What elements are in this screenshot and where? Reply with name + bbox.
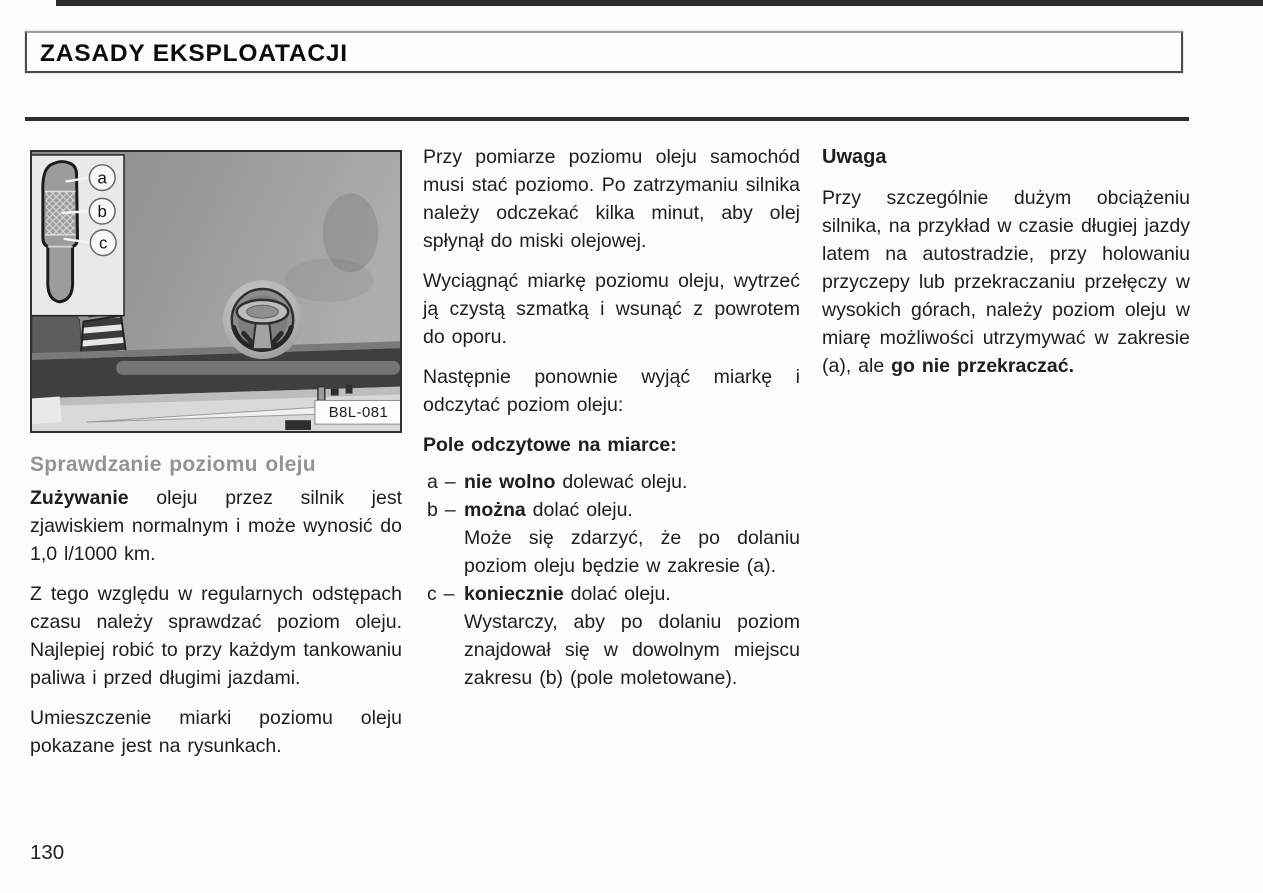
- body-text: dolewać oleju.: [555, 471, 688, 493]
- list-item-text: [464, 580, 800, 608]
- body-text: dolać oleju.: [525, 499, 633, 521]
- paragraph: Następnie ponownie wyjąć miarkę i odczytać poziom oleju:: [423, 366, 800, 416]
- scan-edge-artifact: [56, 0, 1263, 6]
- list-marker: a –: [427, 471, 456, 493]
- callout-a-label: a: [97, 168, 107, 188]
- paragraph: Umieszczenie miarki poziomu oleju pokazane jest na rysunkach.: [30, 707, 402, 757]
- engine-photo-svg: [32, 152, 400, 431]
- engine-compartment-figure: [30, 150, 402, 433]
- bold-text: go nie przekraczać.: [891, 355, 1075, 377]
- list-marker: b –: [427, 499, 456, 521]
- callout-b-label: b: [97, 202, 107, 222]
- dipstick-illustration: [43, 162, 78, 302]
- header-rule: [25, 117, 1189, 121]
- figure-caption: B8L-081: [328, 405, 389, 422]
- list-heading: Pole odczytowe na miarce:: [423, 434, 677, 456]
- callout-c-label: c: [99, 233, 108, 253]
- list-item-b: [423, 496, 800, 580]
- bold-text: nie wolno: [464, 471, 556, 493]
- paragraph: Przy pomiarze poziomu oleju samochód musi stać poziomo. Po zatrzymaniu silnika należy odczekać kilka minut, aby olej spłynął do miski olejowej.: [423, 146, 800, 252]
- paragraph: [822, 184, 1190, 380]
- paragraph: [30, 484, 402, 568]
- page-title: ZASADY EKSPLOATACJI: [40, 40, 348, 67]
- list-item-c: [423, 580, 800, 692]
- oil-filler-cap: [223, 280, 302, 359]
- dipstick-inset: [32, 155, 124, 316]
- list-item-text: [464, 468, 800, 496]
- left-column: [30, 150, 402, 772]
- paragraph: Z tego względu w regularnych odstępach czasu należy sprawdzać poziom oleju. Najlepiej robić to przy każdym tankowaniu paliwa i przed długimi jazdami.: [30, 583, 402, 689]
- callout-a: [89, 165, 115, 191]
- list-item-note: Może się zdarzyć, że po dolaniu poziom oleju będzie w zakresie (a).: [464, 527, 800, 577]
- bold-text: koniecznie: [464, 583, 564, 605]
- bold-text: Zużywanie: [30, 487, 129, 509]
- figure-caption-plate: [315, 400, 400, 424]
- body-text: oleju przez silnik jest zjawiskiem normalnym i może wynosić do 1,0 l/1000 km.: [30, 487, 402, 565]
- paragraph: Wyciągnąć miarkę poziomu oleju, wytrzeć ją czystą szmatką i wsunąć z powrotem do oporu.: [423, 270, 800, 348]
- callout-b: [89, 198, 115, 224]
- section-heading: Sprawdzanie poziomu oleju: [30, 453, 316, 476]
- middle-column: [423, 143, 800, 692]
- right-column: [822, 143, 1190, 392]
- callout-c: [90, 230, 116, 256]
- body-text: Przy szczególnie dużym obciążeniu silnika, na przykład w czasie długiej jazdy latem na autostradzie, przy holowaniu przyczepy lub przekraczaniu przełęczy w wysokich górach, należy poziom oleju w miarę możliwości utrzymywać w zakresie (a), ale: [822, 187, 1190, 377]
- list-marker: c –: [427, 583, 455, 605]
- list-item-a: [423, 468, 800, 496]
- list-item-note: Wystarczy, aby po dolaniu poziom znajdował się w dowolnym miejscu zakresu (b) (pole moletowane).: [464, 611, 800, 689]
- bold-text: można: [464, 499, 526, 521]
- body-text: dolać oleju.: [563, 583, 671, 605]
- note-heading: Uwaga: [822, 146, 887, 168]
- page-header-box: [25, 31, 1183, 73]
- list-item-text: [464, 496, 800, 524]
- page-number: 130: [30, 841, 65, 864]
